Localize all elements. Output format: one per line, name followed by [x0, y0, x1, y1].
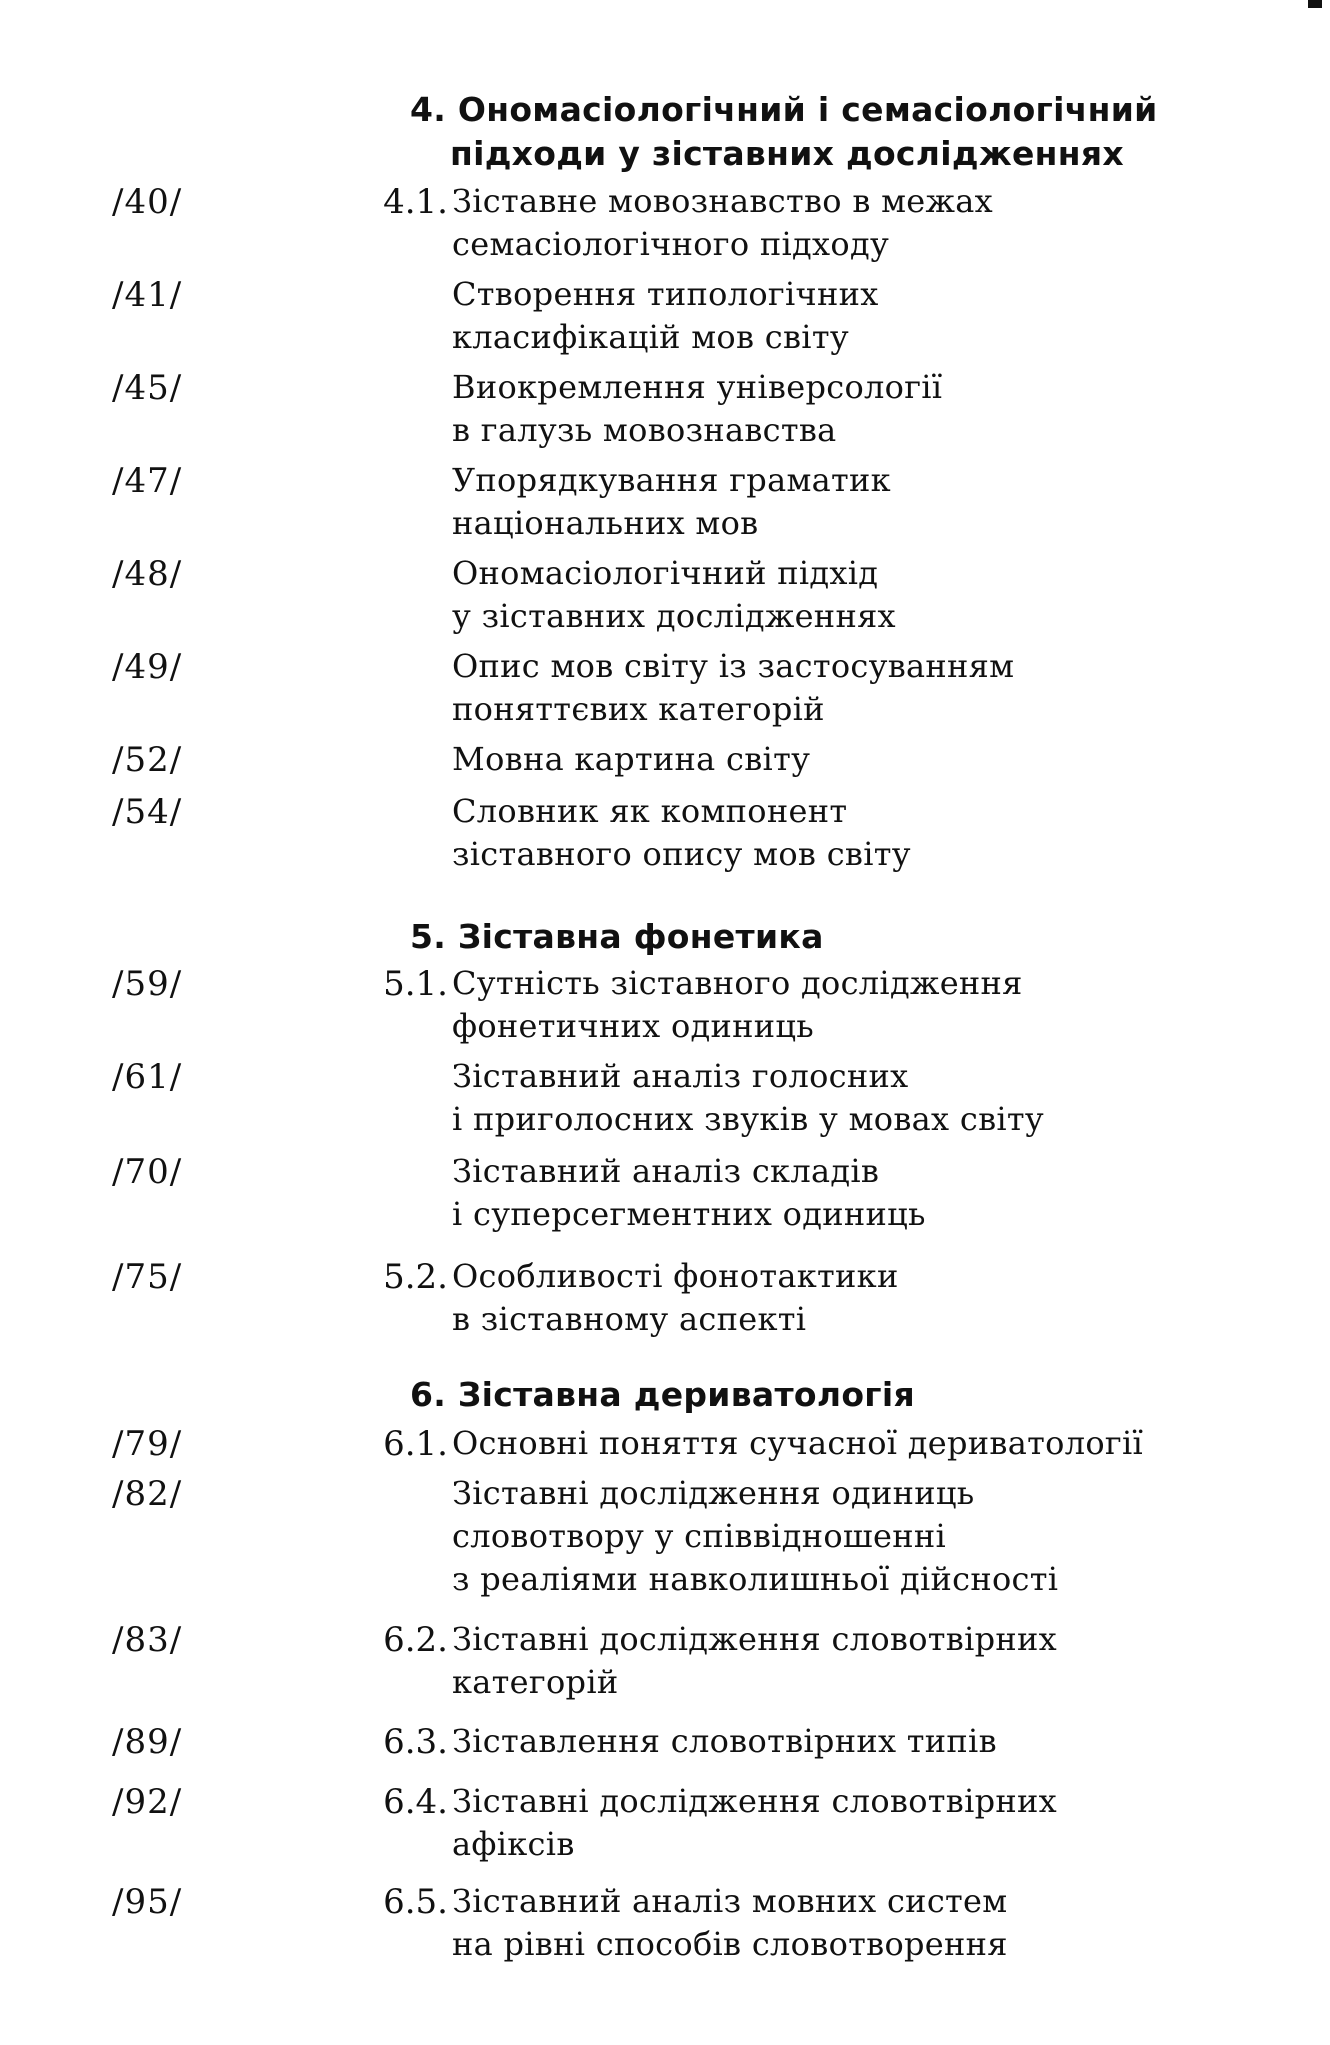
entry-text	[452, 1055, 1312, 1141]
section-title-6	[410, 1373, 915, 1417]
entry-line: Зіставне мовознавство в межах	[452, 182, 993, 220]
entry-text	[452, 1618, 1312, 1704]
section-title-line: 6. Зіставна дериватологія	[410, 1375, 915, 1414]
entry-line: Мовна картина світу	[452, 740, 811, 778]
entry-line: Ономасіологічний підхід	[452, 554, 879, 592]
entry-text	[452, 1880, 1312, 1966]
entry-line: Упорядкування граматик	[452, 461, 891, 499]
entry-line: зіставного опису мов світу	[452, 835, 911, 873]
entry-line: з реаліями навколишньої дійсності	[452, 1560, 1059, 1598]
entry-line: національних мов	[452, 504, 759, 542]
entry-number: 6.5.	[383, 1882, 448, 1922]
entry-text	[452, 1150, 1312, 1236]
page-ref: /79/	[112, 1424, 183, 1464]
section-title-line: підходи у зіставних дослідженнях	[450, 134, 1124, 173]
entry-text	[452, 645, 1312, 731]
entry-number: 6.4.	[383, 1782, 448, 1822]
page-ref: /82/	[112, 1474, 183, 1514]
entry-line: Зіставні дослідження одиниць	[452, 1474, 975, 1512]
entry-line: Зіставні дослідження словотвірних	[452, 1620, 1058, 1658]
page-ref: /75/	[112, 1257, 183, 1297]
entry-line: Особливості фонотактики	[452, 1257, 899, 1295]
page-ref: /92/	[112, 1782, 183, 1822]
entry-text	[452, 1720, 1312, 1763]
entry-number: 5.2.	[383, 1257, 448, 1297]
entry-line: на рівні способів словотворення	[452, 1925, 1008, 1963]
entry-number: 5.1.	[383, 964, 448, 1004]
entry-line: фонетичних одиниць	[452, 1007, 814, 1045]
page-ref: /49/	[112, 647, 183, 687]
entry-line: Зіставний аналіз мовних систем	[452, 1882, 1008, 1920]
page-ref: /83/	[112, 1620, 183, 1660]
entry-text	[452, 1422, 1312, 1465]
page-ref: /47/	[112, 461, 183, 501]
entry-line: у зіставних дослідженнях	[452, 597, 896, 635]
entry-line: Зіставні дослідження словотвірних	[452, 1782, 1058, 1820]
page-ref: /61/	[112, 1057, 183, 1097]
entry-text	[452, 962, 1312, 1048]
entry-line: Основні поняття сучасної дериватології	[452, 1424, 1144, 1462]
entry-line: Опис мов світу із застосуванням	[452, 647, 1015, 685]
entry-line: в галузь мовознавства	[452, 411, 837, 449]
entry-text	[452, 790, 1312, 876]
entry-line: і суперсегментних одиниць	[452, 1195, 926, 1233]
entry-text	[452, 273, 1312, 359]
entry-number: 6.3.	[383, 1722, 448, 1762]
entry-number: 6.2.	[383, 1620, 448, 1660]
entry-text	[452, 180, 1312, 266]
entry-text	[452, 459, 1312, 545]
entry-line: Виокремлення універсології	[452, 368, 943, 406]
entry-text	[452, 738, 1312, 781]
entry-line: поняттєвих категорій	[452, 690, 825, 728]
entry-line: Створення типологічних	[452, 275, 879, 313]
entry-line: Сутність зіставного дослідження	[452, 964, 1023, 1002]
page-ref: /59/	[112, 964, 183, 1004]
entry-line: категорій	[452, 1663, 619, 1701]
entry-text	[452, 366, 1312, 452]
page-ref: /48/	[112, 554, 183, 594]
entry-line: класифікацій мов світу	[452, 318, 849, 356]
entry-line: словотвору у співвідношенні	[452, 1517, 946, 1555]
entry-line: афіксів	[452, 1825, 575, 1863]
scan-mark	[1308, 0, 1322, 8]
page-ref: /70/	[112, 1152, 183, 1192]
section-title-line: 5. Зіставна фонетика	[410, 917, 824, 956]
page-ref: /95/	[112, 1882, 183, 1922]
entry-line: Зіставний аналіз голосних	[452, 1057, 909, 1095]
entry-line: семасіологічного підходу	[452, 225, 890, 263]
page-ref: /41/	[112, 275, 183, 315]
entry-line: Зіставлення словотвірних типів	[452, 1722, 997, 1760]
section-title-4	[410, 88, 1158, 176]
entry-line: Зіставний аналіз складів	[452, 1152, 880, 1190]
entry-line: в зіставному аспекті	[452, 1300, 807, 1338]
page-ref: /40/	[112, 182, 183, 222]
entry-text	[452, 1780, 1312, 1866]
page-ref: /45/	[112, 368, 183, 408]
entry-number: 4.1.	[383, 182, 448, 222]
entry-line: Словник як компонент	[452, 792, 848, 830]
page-ref: /52/	[112, 740, 183, 780]
page-ref: /54/	[112, 792, 183, 832]
section-title-5	[410, 915, 824, 959]
entry-number: 6.1.	[383, 1424, 448, 1464]
entry-text	[452, 1255, 1312, 1341]
section-title-line: 4. Ономасіологічний і семасіологічний	[410, 90, 1158, 129]
entry-line: і приголосних звуків у мовах світу	[452, 1100, 1045, 1138]
entry-text	[452, 552, 1312, 638]
entry-text	[452, 1472, 1312, 1601]
page-ref: /89/	[112, 1722, 183, 1762]
